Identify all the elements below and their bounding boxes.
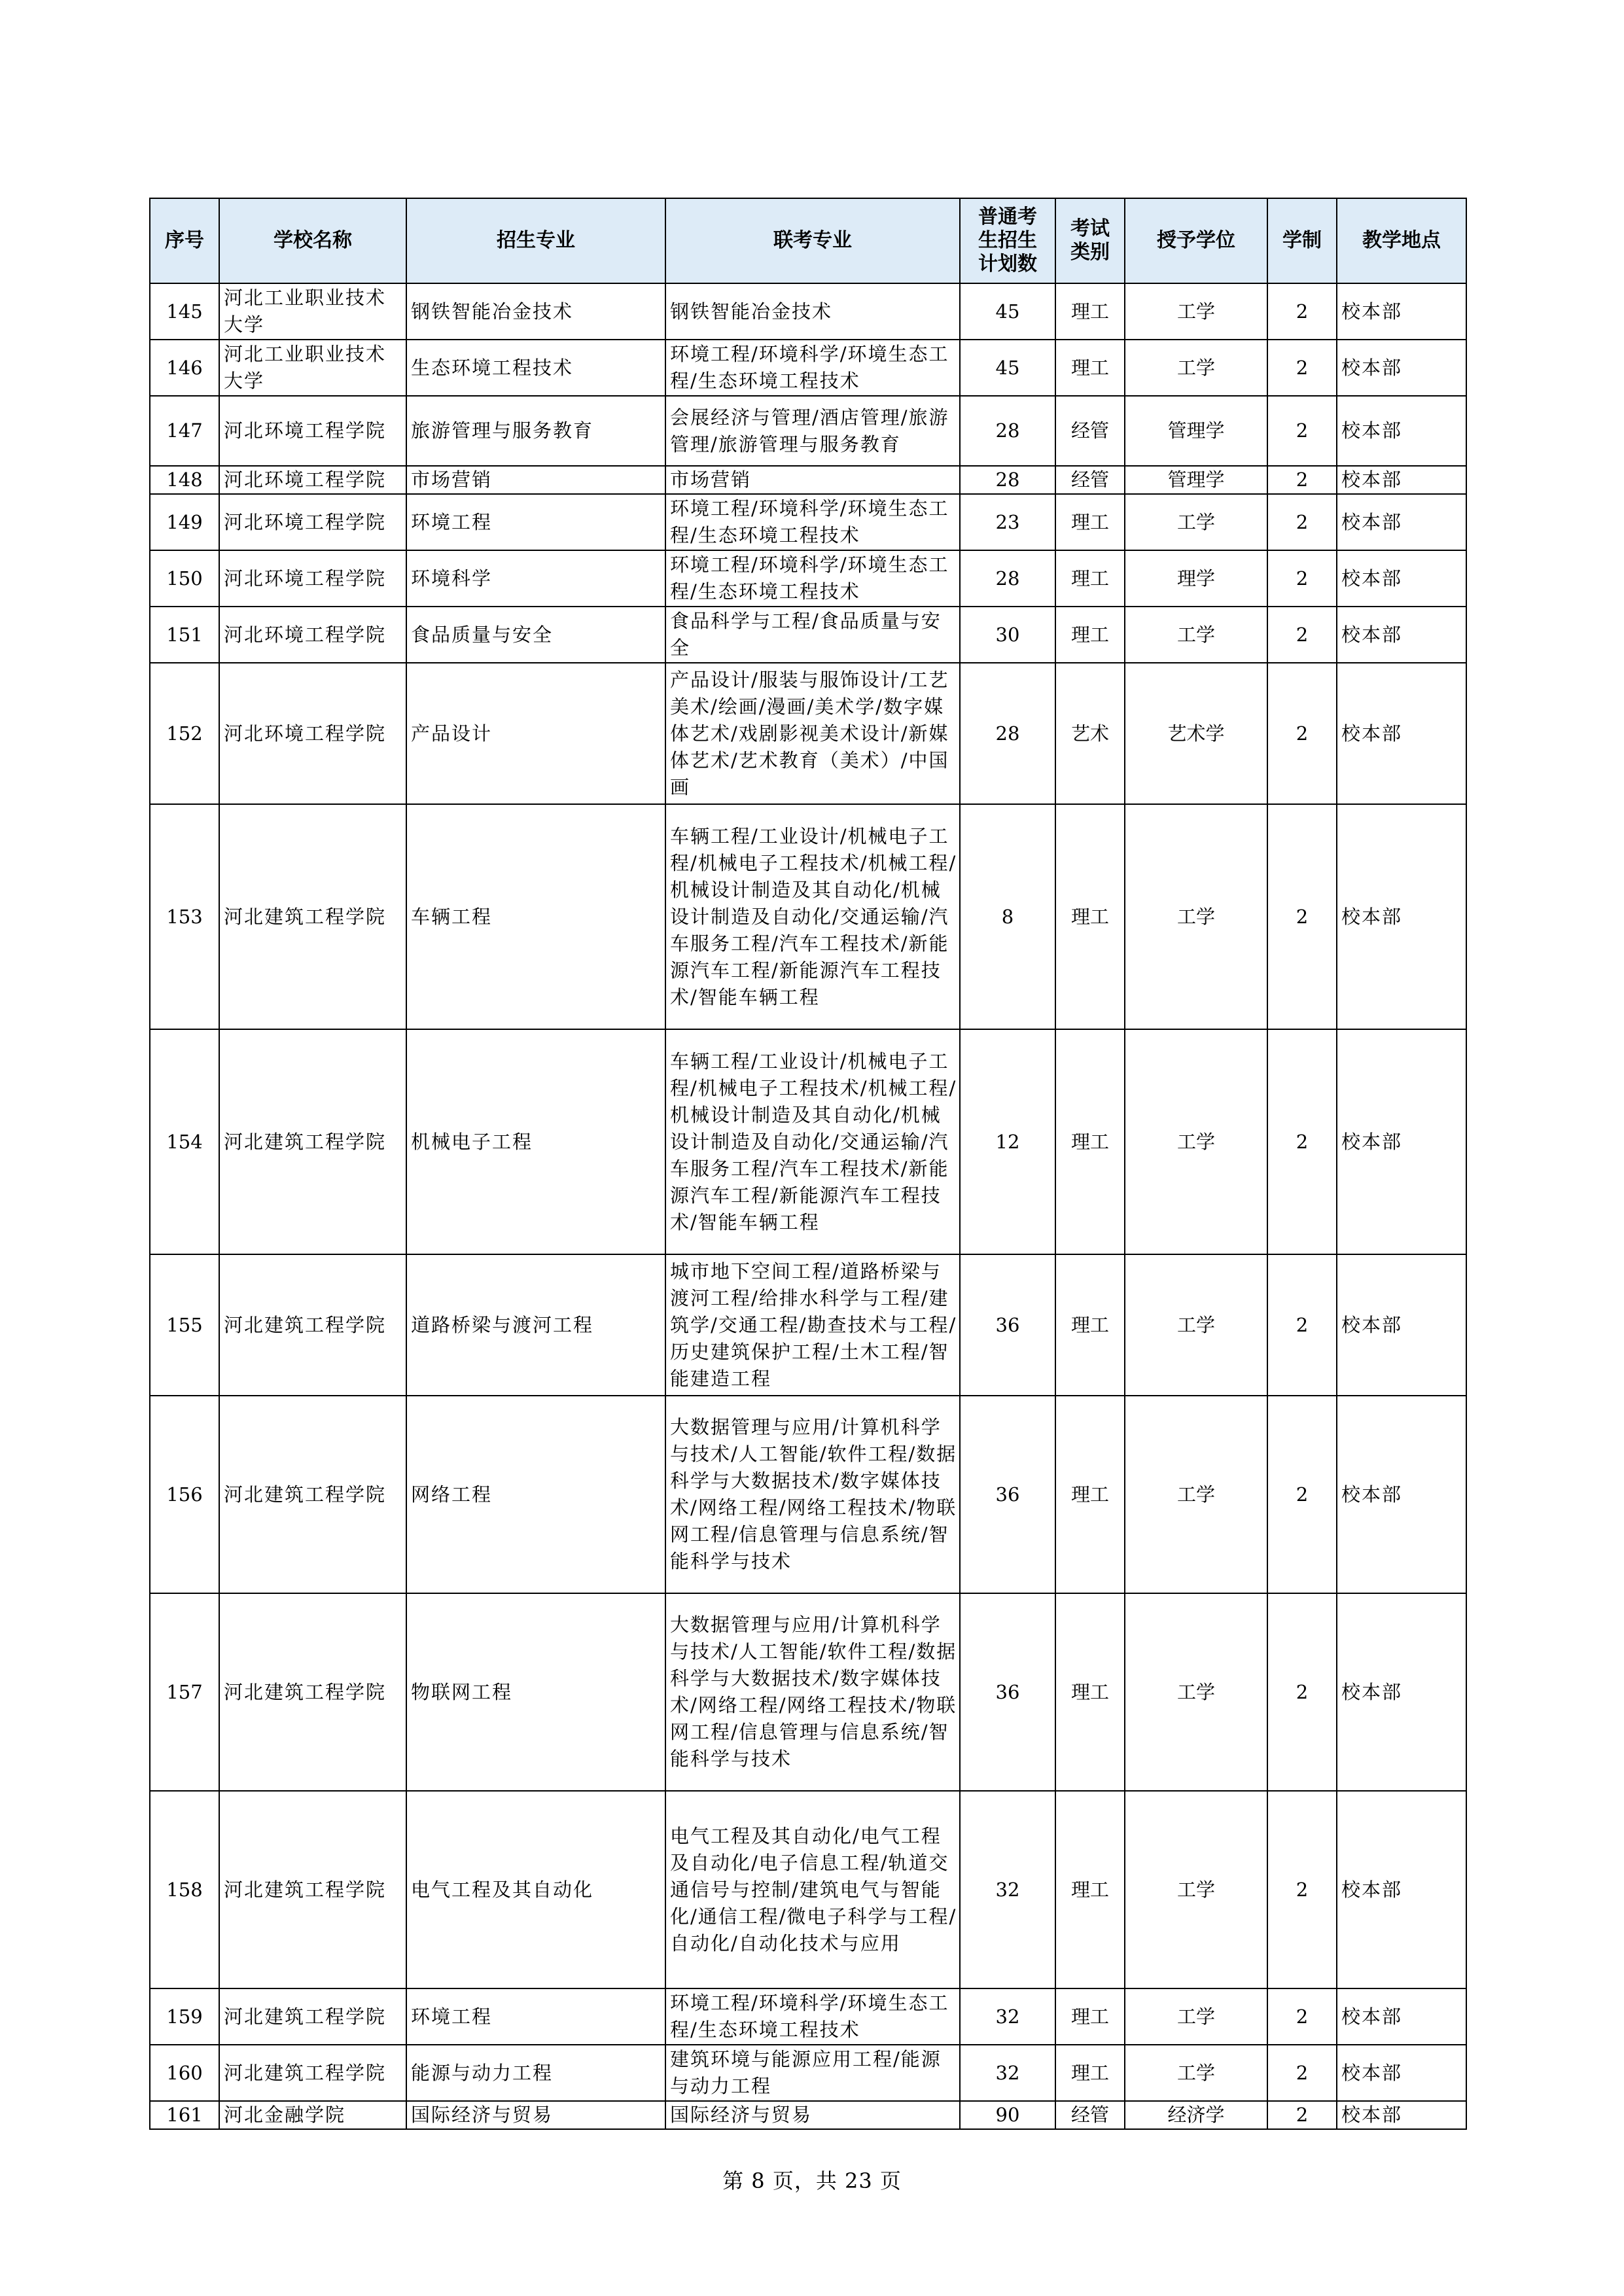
cell-location: 校本部 xyxy=(1337,550,1466,607)
cell-major: 物联网工程 xyxy=(406,1593,665,1791)
cell-exam-major: 电气工程及其自动化/电气工程及自动化/电子信息工程/轨道交通信号与控制/建筑电气与智能化/通信工程/微电子科学与工程/自动化/自动化技术与应用 xyxy=(665,1791,960,1988)
cell-no: 151 xyxy=(150,607,219,663)
cell-location: 校本部 xyxy=(1337,804,1466,1029)
table-row xyxy=(150,663,1466,804)
cell-plan: 28 xyxy=(960,663,1055,804)
header-school: 学校名称 xyxy=(219,198,406,283)
cell-exam-major: 城市地下空间工程/道路桥梁与渡河工程/给排水科学与工程/建筑学/交通工程/勘查技术与工程/历史建筑保护工程/土木工程/智能建造工程 xyxy=(665,1254,960,1396)
cell-major: 环境工程 xyxy=(406,1988,665,2045)
cell-plan: 28 xyxy=(960,396,1055,466)
cell-exam-major: 会展经济与管理/酒店管理/旅游管理/旅游管理与服务教育 xyxy=(665,396,960,466)
cell-category: 经管 xyxy=(1055,466,1125,494)
cell-years: 2 xyxy=(1267,1029,1337,1254)
cell-exam-major: 环境工程/环境科学/环境生态工程/生态环境工程技术 xyxy=(665,340,960,396)
table-row xyxy=(150,340,1466,396)
cell-degree: 工学 xyxy=(1125,1396,1267,1593)
cell-plan: 90 xyxy=(960,2101,1055,2129)
cell-category: 理工 xyxy=(1055,340,1125,396)
cell-exam-major: 市场营销 xyxy=(665,466,960,494)
cell-major: 国际经济与贸易 xyxy=(406,2101,665,2129)
cell-no: 157 xyxy=(150,1593,219,1791)
cell-location: 校本部 xyxy=(1337,2101,1466,2129)
cell-no: 158 xyxy=(150,1791,219,1988)
cell-no: 159 xyxy=(150,1988,219,2045)
cell-years: 2 xyxy=(1267,340,1337,396)
cell-years: 2 xyxy=(1267,466,1337,494)
cell-exam-major: 钢铁智能冶金技术 xyxy=(665,283,960,340)
cell-degree: 工学 xyxy=(1125,804,1267,1029)
cell-years: 2 xyxy=(1267,1396,1337,1593)
cell-school: 河北建筑工程学院 xyxy=(219,1988,406,2045)
cell-years: 2 xyxy=(1267,550,1337,607)
cell-degree: 管理学 xyxy=(1125,466,1267,494)
header-major: 招生专业 xyxy=(406,198,665,283)
cell-exam-major: 产品设计/服装与服饰设计/工艺美术/绘画/漫画/美术学/数字媒体艺术/戏剧影视美术设计/新媒体艺术/艺术教育（美术）/中国画 xyxy=(665,663,960,804)
cell-location: 校本部 xyxy=(1337,1396,1466,1593)
cell-category: 理工 xyxy=(1055,1396,1125,1593)
cell-years: 2 xyxy=(1267,663,1337,804)
cell-category: 理工 xyxy=(1055,494,1125,550)
header-row xyxy=(150,198,1466,283)
table-row xyxy=(150,1254,1466,1396)
cell-no: 148 xyxy=(150,466,219,494)
cell-category: 理工 xyxy=(1055,1029,1125,1254)
cell-years: 2 xyxy=(1267,2045,1337,2101)
cell-school: 河北工业职业技术大学 xyxy=(219,340,406,396)
cell-no: 147 xyxy=(150,396,219,466)
cell-exam-major: 建筑环境与能源应用工程/能源与动力工程 xyxy=(665,2045,960,2101)
header-years: 学制 xyxy=(1267,198,1337,283)
table-row xyxy=(150,2045,1466,2101)
cell-category: 经管 xyxy=(1055,2101,1125,2129)
cell-years: 2 xyxy=(1267,1791,1337,1988)
cell-school: 河北建筑工程学院 xyxy=(219,1396,406,1593)
cell-degree: 工学 xyxy=(1125,283,1267,340)
cell-school: 河北环境工程学院 xyxy=(219,663,406,804)
page-footer: 第 8 页，共 23 页 xyxy=(722,2168,902,2193)
header-degree: 授予学位 xyxy=(1125,198,1267,283)
table-row xyxy=(150,466,1466,494)
cell-years: 2 xyxy=(1267,396,1337,466)
cell-location: 校本部 xyxy=(1337,396,1466,466)
cell-years: 2 xyxy=(1267,494,1337,550)
cell-degree: 管理学 xyxy=(1125,396,1267,466)
cell-location: 校本部 xyxy=(1337,494,1466,550)
cell-exam-major: 食品科学与工程/食品质量与安全 xyxy=(665,607,960,663)
cell-school: 河北建筑工程学院 xyxy=(219,2045,406,2101)
cell-school: 河北建筑工程学院 xyxy=(219,1029,406,1254)
cell-plan: 45 xyxy=(960,340,1055,396)
cell-category: 理工 xyxy=(1055,2045,1125,2101)
cell-years: 2 xyxy=(1267,2101,1337,2129)
cell-school: 河北环境工程学院 xyxy=(219,466,406,494)
cell-major: 能源与动力工程 xyxy=(406,2045,665,2101)
cell-plan: 45 xyxy=(960,283,1055,340)
cell-category: 理工 xyxy=(1055,1988,1125,2045)
cell-major: 旅游管理与服务教育 xyxy=(406,396,665,466)
cell-plan: 23 xyxy=(960,494,1055,550)
table-row xyxy=(150,607,1466,663)
cell-exam-major: 环境工程/环境科学/环境生态工程/生态环境工程技术 xyxy=(665,1988,960,2045)
cell-degree: 工学 xyxy=(1125,1791,1267,1988)
table-row xyxy=(150,396,1466,466)
cell-category: 理工 xyxy=(1055,550,1125,607)
cell-degree: 工学 xyxy=(1125,340,1267,396)
table-row xyxy=(150,2101,1466,2129)
cell-major: 市场营销 xyxy=(406,466,665,494)
cell-location: 校本部 xyxy=(1337,1988,1466,2045)
table-row xyxy=(150,550,1466,607)
cell-years: 2 xyxy=(1267,283,1337,340)
cell-location: 校本部 xyxy=(1337,1791,1466,1988)
cell-degree: 工学 xyxy=(1125,1029,1267,1254)
cell-plan: 12 xyxy=(960,1029,1055,1254)
cell-school: 河北建筑工程学院 xyxy=(219,1593,406,1791)
cell-major: 环境科学 xyxy=(406,550,665,607)
cell-major: 钢铁智能冶金技术 xyxy=(406,283,665,340)
cell-school: 河北建筑工程学院 xyxy=(219,1254,406,1396)
cell-school: 河北建筑工程学院 xyxy=(219,1791,406,1988)
cell-plan: 36 xyxy=(960,1396,1055,1593)
cell-major: 车辆工程 xyxy=(406,804,665,1029)
cell-major: 网络工程 xyxy=(406,1396,665,1593)
cell-location: 校本部 xyxy=(1337,1254,1466,1396)
header-exam-major: 联考专业 xyxy=(665,198,960,283)
table-row xyxy=(150,1029,1466,1254)
cell-no: 146 xyxy=(150,340,219,396)
cell-exam-major: 大数据管理与应用/计算机科学与技术/人工智能/软件工程/数据科学与大数据技术/数字媒体技术/网络工程/网络工程技术/物联网工程/信息管理与信息系统/智能科学与技术 xyxy=(665,1593,960,1791)
table-row xyxy=(150,1988,1466,2045)
cell-degree: 工学 xyxy=(1125,2045,1267,2101)
cell-degree: 理学 xyxy=(1125,550,1267,607)
cell-school: 河北环境工程学院 xyxy=(219,396,406,466)
cell-school: 河北环境工程学院 xyxy=(219,550,406,607)
cell-location: 校本部 xyxy=(1337,663,1466,804)
cell-plan: 28 xyxy=(960,550,1055,607)
table-row xyxy=(150,494,1466,550)
cell-degree: 工学 xyxy=(1125,1593,1267,1791)
cell-major: 机械电子工程 xyxy=(406,1029,665,1254)
cell-years: 2 xyxy=(1267,1593,1337,1791)
cell-degree: 工学 xyxy=(1125,494,1267,550)
table-row xyxy=(150,283,1466,340)
cell-major: 环境工程 xyxy=(406,494,665,550)
cell-plan: 8 xyxy=(960,804,1055,1029)
cell-degree: 工学 xyxy=(1125,1254,1267,1396)
cell-location: 校本部 xyxy=(1337,1593,1466,1791)
cell-school: 河北金融学院 xyxy=(219,2101,406,2129)
cell-location: 校本部 xyxy=(1337,283,1466,340)
header-plan: 普通考生招生计划数 xyxy=(960,198,1055,283)
cell-years: 2 xyxy=(1267,1988,1337,2045)
cell-plan: 32 xyxy=(960,2045,1055,2101)
cell-exam-major: 大数据管理与应用/计算机科学与技术/人工智能/软件工程/数据科学与大数据技术/数字媒体技术/网络工程/网络工程技术/物联网工程/信息管理与信息系统/智能科学与技术 xyxy=(665,1396,960,1593)
cell-school: 河北建筑工程学院 xyxy=(219,804,406,1029)
header-category: 考试类别 xyxy=(1055,198,1125,283)
cell-no: 161 xyxy=(150,2101,219,2129)
cell-exam-major: 车辆工程/工业设计/机械电子工程/机械电子工程技术/机械工程/机械设计制造及其自动化/机械设计制造及自动化/交通运输/汽车服务工程/汽车工程技术/新能源汽车工程/新能源汽车工程技术/智能车辆工程 xyxy=(665,1029,960,1254)
cell-degree: 工学 xyxy=(1125,607,1267,663)
cell-school: 河北工业职业技术大学 xyxy=(219,283,406,340)
cell-major: 食品质量与安全 xyxy=(406,607,665,663)
cell-category: 理工 xyxy=(1055,1254,1125,1396)
cell-no: 154 xyxy=(150,1029,219,1254)
cell-exam-major: 车辆工程/工业设计/机械电子工程/机械电子工程技术/机械工程/机械设计制造及其自动化/机械设计制造及自动化/交通运输/汽车服务工程/汽车工程技术/新能源汽车工程/新能源汽车工程技术/智能车辆工程 xyxy=(665,804,960,1029)
cell-no: 150 xyxy=(150,550,219,607)
cell-exam-major: 国际经济与贸易 xyxy=(665,2101,960,2129)
cell-years: 2 xyxy=(1267,804,1337,1029)
table-row xyxy=(150,804,1466,1029)
cell-category: 理工 xyxy=(1055,283,1125,340)
cell-school: 河北环境工程学院 xyxy=(219,494,406,550)
cell-exam-major: 环境工程/环境科学/环境生态工程/生态环境工程技术 xyxy=(665,550,960,607)
table-row xyxy=(150,1593,1466,1791)
cell-exam-major: 环境工程/环境科学/环境生态工程/生态环境工程技术 xyxy=(665,494,960,550)
cell-no: 156 xyxy=(150,1396,219,1593)
cell-location: 校本部 xyxy=(1337,1029,1466,1254)
cell-no: 149 xyxy=(150,494,219,550)
cell-category: 理工 xyxy=(1055,607,1125,663)
cell-degree: 工学 xyxy=(1125,1988,1267,2045)
cell-years: 2 xyxy=(1267,1254,1337,1396)
cell-no: 160 xyxy=(150,2045,219,2101)
cell-plan: 36 xyxy=(960,1593,1055,1791)
header-no: 序号 xyxy=(150,198,219,283)
cell-location: 校本部 xyxy=(1337,466,1466,494)
cell-major: 生态环境工程技术 xyxy=(406,340,665,396)
cell-plan: 30 xyxy=(960,607,1055,663)
cell-major: 产品设计 xyxy=(406,663,665,804)
cell-category: 经管 xyxy=(1055,396,1125,466)
cell-no: 152 xyxy=(150,663,219,804)
cell-category: 艺术 xyxy=(1055,663,1125,804)
cell-degree: 经济学 xyxy=(1125,2101,1267,2129)
cell-major: 电气工程及其自动化 xyxy=(406,1791,665,1988)
header-location: 教学地点 xyxy=(1337,198,1466,283)
table-row xyxy=(150,1396,1466,1593)
cell-plan: 36 xyxy=(960,1254,1055,1396)
cell-plan: 32 xyxy=(960,1988,1055,2045)
cell-location: 校本部 xyxy=(1337,340,1466,396)
cell-category: 理工 xyxy=(1055,1791,1125,1988)
cell-school: 河北环境工程学院 xyxy=(219,607,406,663)
cell-major: 道路桥梁与渡河工程 xyxy=(406,1254,665,1396)
cell-location: 校本部 xyxy=(1337,607,1466,663)
cell-category: 理工 xyxy=(1055,1593,1125,1791)
cell-category: 理工 xyxy=(1055,804,1125,1029)
cell-no: 155 xyxy=(150,1254,219,1396)
cell-location: 校本部 xyxy=(1337,2045,1466,2101)
cell-degree: 艺术学 xyxy=(1125,663,1267,804)
cell-plan: 32 xyxy=(960,1791,1055,1988)
cell-plan: 28 xyxy=(960,466,1055,494)
table-row xyxy=(150,1791,1466,1988)
cell-no: 153 xyxy=(150,804,219,1029)
cell-no: 145 xyxy=(150,283,219,340)
admissions-table xyxy=(149,198,1467,2130)
cell-years: 2 xyxy=(1267,607,1337,663)
